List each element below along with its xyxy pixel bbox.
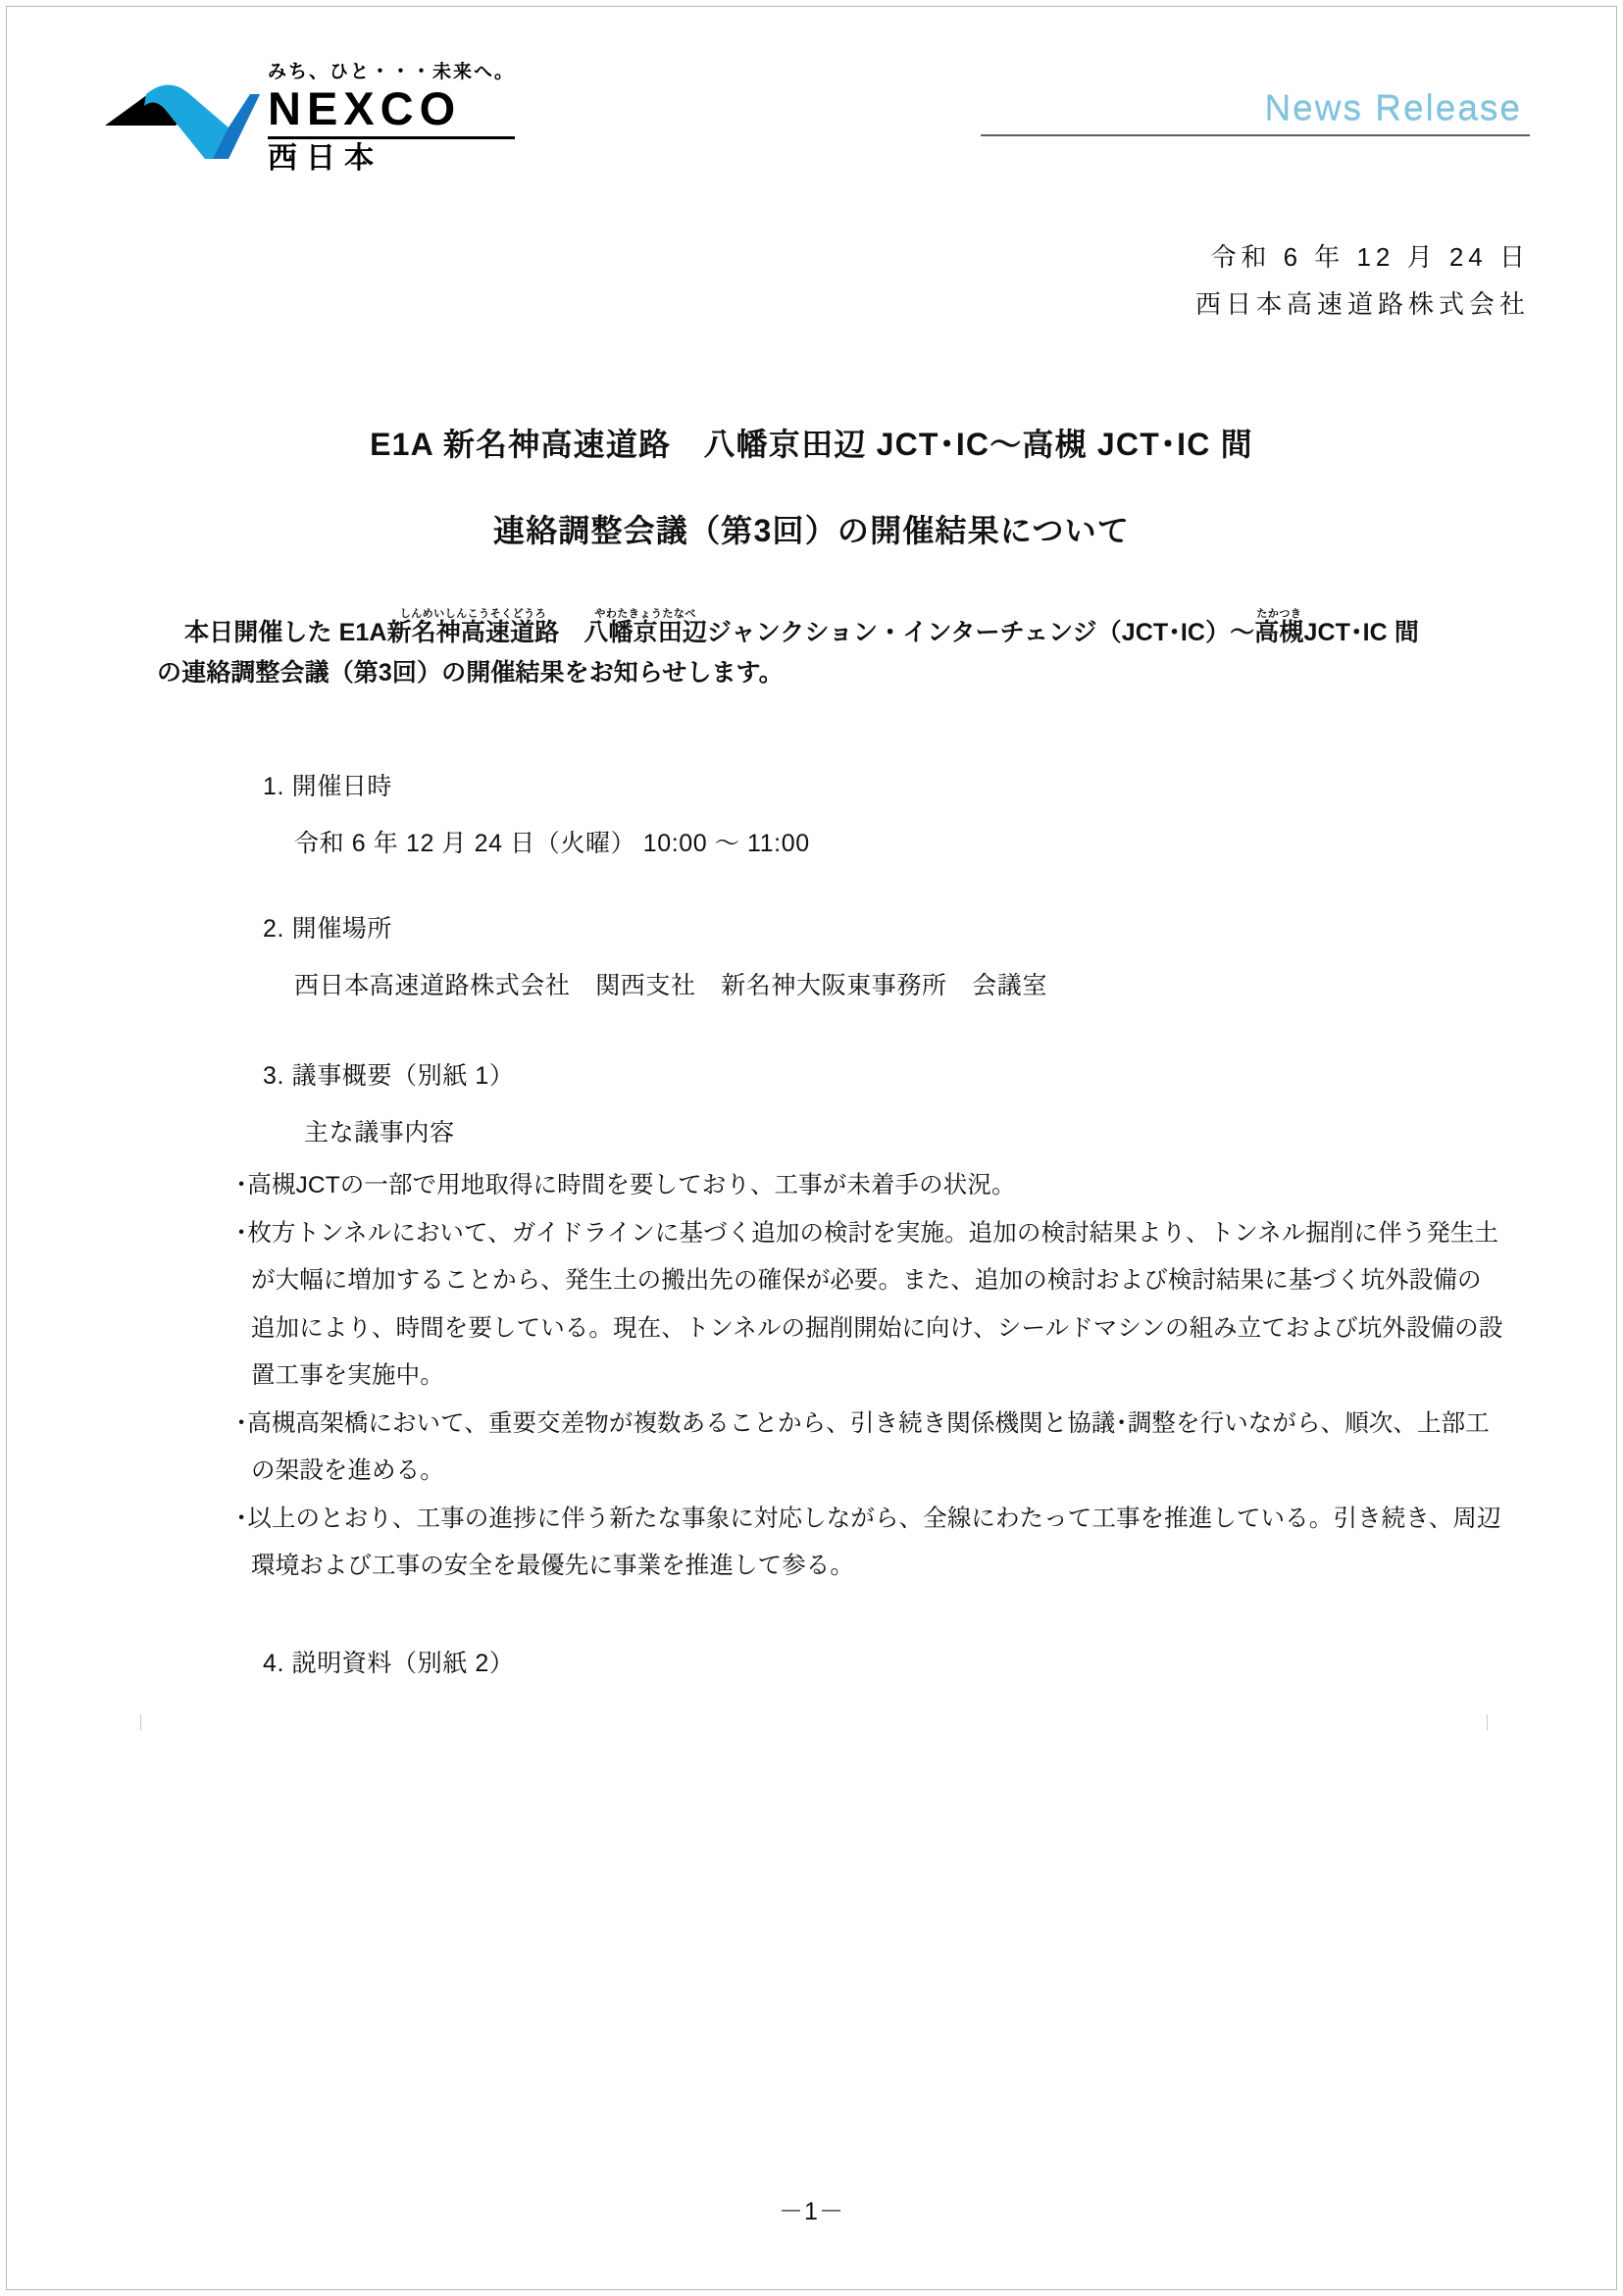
issuer-name: 西日本高速道路株式会社	[1194, 289, 1530, 320]
lead-middle: ジャンクション・インターチェンジ（JCT･IC）～	[706, 619, 1255, 646]
page-title-line1: E1A 新名神高速道路 八幡京田辺 JCT･IC～高槻 JCT･IC 間	[370, 427, 1253, 462]
lead-kanji-3: 高槻	[1254, 619, 1304, 646]
news-release-banner	[981, 88, 1530, 136]
page-title-line2: 連絡調整会議（第3回）の開催結果について	[492, 513, 1131, 548]
news-release-label: News Release	[1264, 87, 1522, 128]
lead-rt-2: やわたきょうたなべ	[583, 608, 707, 620]
lead-kanji-1: 新名神高速道路	[386, 619, 560, 646]
section-4-heading: 4. 説明資料（別紙 2）	[263, 1650, 515, 1677]
lead-suffix: JCT･IC 間	[1303, 619, 1419, 646]
lead-ruby-yawatakyotanabe	[583, 608, 707, 646]
section-3-subheading: 主な議事内容	[304, 1119, 455, 1147]
document-meta	[1195, 233, 1530, 328]
section-2-body: 西日本高速道路株式会社 関西支社 新名神大阪東事務所 会議室	[294, 972, 1048, 999]
page-border	[6, 6, 1617, 2290]
nexco-logo-text	[268, 57, 515, 175]
list-item: ･高槻高架橋において、重要交差物が複数あることから、引き続き関係機関と協議･調整を行いながら、順次、上部工の架設を進める。	[235, 1409, 1490, 1484]
agenda-bullet-list	[235, 1162, 1505, 1591]
section-3-heading: 3. 議事概要（別紙 1）	[263, 1062, 515, 1090]
list-item: ･以上のとおり、工事の進捗に伴う新たな事象に対応しながら、全線にわたって工事を推進している。引き続き、周辺環境および工事の安全を最優先に事業を推進して参る。	[235, 1505, 1501, 1579]
lead-line-2: の連絡調整会議（第3回）の開催結果をお知らせします。	[157, 658, 784, 687]
nexco-logo	[103, 57, 515, 175]
lead-e1a: E1A	[338, 619, 387, 646]
lead-paragraph	[157, 608, 1515, 692]
document-header	[103, 57, 1530, 184]
section-2-heading: 2. 開催場所	[263, 915, 392, 943]
list-item: ･高槻JCTの一部で用地取得に時間を要しており、工事が未着手の状況。	[235, 1172, 1016, 1199]
section-1-body: 令和 6 年 12 月 24 日（火曜） 10:00 ～ 11:00	[294, 830, 810, 857]
page-number: －1－	[779, 2198, 844, 2225]
lead-kanji-2: 八幡京田辺	[583, 619, 707, 646]
lead-rt-1: しんめいしんこうそくどうろ	[386, 608, 560, 620]
logo-subbrand: 西日本	[268, 142, 382, 175]
release-date: 令和 6 年 12 月 24 日	[1210, 242, 1530, 272]
lead-ruby-takatsuki	[1254, 608, 1304, 646]
lead-prefix: 本日開催した	[184, 619, 339, 646]
section-1-heading: 1. 開催日時	[263, 773, 392, 800]
news-release-divider	[981, 134, 1530, 136]
logo-brand: NEXCO	[268, 82, 462, 134]
nexco-logo-mark-icon	[103, 57, 262, 163]
crop-mark-left	[140, 1714, 141, 1730]
logo-divider	[268, 136, 515, 139]
lead-rt-3: たかつき	[1254, 608, 1304, 620]
lead-spacer-1	[559, 619, 583, 646]
lead-ruby-shinmeishin	[386, 608, 560, 646]
crop-mark-right	[1487, 1714, 1488, 1730]
logo-tagline: みち、ひと・・・未来へ。	[268, 62, 516, 82]
lead-line-1	[157, 608, 1515, 653]
list-item: ･枚方トンネルにおいて、ガイドラインに基づく追加の検討を実施。追加の検討結果より、トンネル掘削に伴う発生土が大幅に増加することから、発生土の搬出先の確保が必要。また、追加の検討および検討結果に基づく坑外設備の追加により、時間を要している。現在、トンネルの掘削開始に向け、シールドマシンの組み立ておよび坑外設備の設置工事を実施中。	[235, 1219, 1503, 1389]
